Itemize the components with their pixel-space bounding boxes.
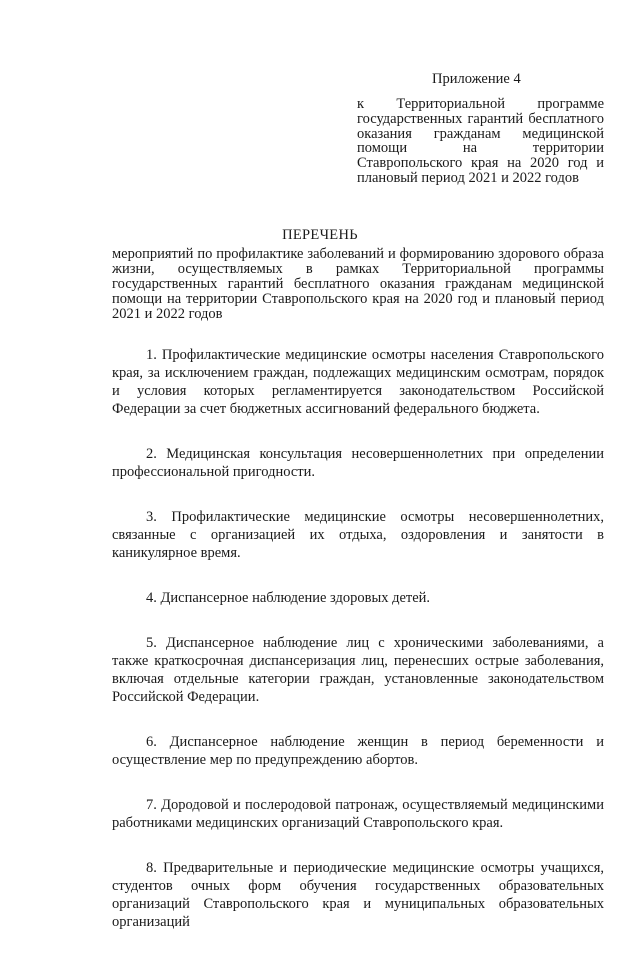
document-title: ПЕРЕЧЕНЬ [282, 227, 358, 243]
list-item: 3. Профилактические медицинские осмотры несовершеннолетних, связанные с организацией их отдыха, оздоровления и занятости в каникулярное время. [112, 509, 604, 561]
measures-list [112, 346, 604, 958]
list-item: 2. Медицинская консультация несовершеннолетних при определении профессиональной пригодности. [112, 446, 604, 480]
list-item: 8. Предварительные и периодические медицинские осмотры учащихся, студентов очных форм обучения государственных образовательных организаций Ставропольского края и муниципальных образовательных организаций [112, 860, 604, 930]
list-item: 1. Профилактические медицинские осмотры населения Ставропольского края, за исключением граждан, подлежащих медицинским осмотрам, порядок и условия которых регламентируется законодательством Российской Федерации за счет бюджетных ассигнований федерального бюджета. [112, 347, 604, 417]
appendix-reference: к Территориальной программе государственных гарантий бесплатного оказания гражданам медицинской помощи на территории Ставропольского края на 2020 год и плановый период 2021 и 2022 годов [357, 96, 604, 186]
list-item: 7. Дородовой и послеродовой патронаж, осуществляемый медицинскими работниками медицинских организаций Ставропольского края. [112, 797, 604, 831]
appendix-title: Приложение 4 [432, 71, 521, 87]
list-item: 6. Диспансерное наблюдение женщин в период беременности и осуществление мер по предупреждению абортов. [112, 734, 604, 768]
document-subtitle: мероприятий по профилактике заболеваний и формированию здорового образа жизни, осуществляемых в рамках Территориальной программы государственных гарантий бесплатного оказания гражданам медицинской помощи на территории Ставропольского края на 2020 год и плановый период 2021 и 2022 годов [112, 246, 604, 322]
list-item: 4. Диспансерное наблюдение здоровых детей. [146, 590, 431, 606]
list-item: 5. Диспансерное наблюдение лиц с хроническими заболеваниями, а также краткосрочная диспансеризация лиц, перенесших острые заболевания, включая отдельные категории граждан, установленные законодательством Российской Федерации. [112, 635, 604, 705]
